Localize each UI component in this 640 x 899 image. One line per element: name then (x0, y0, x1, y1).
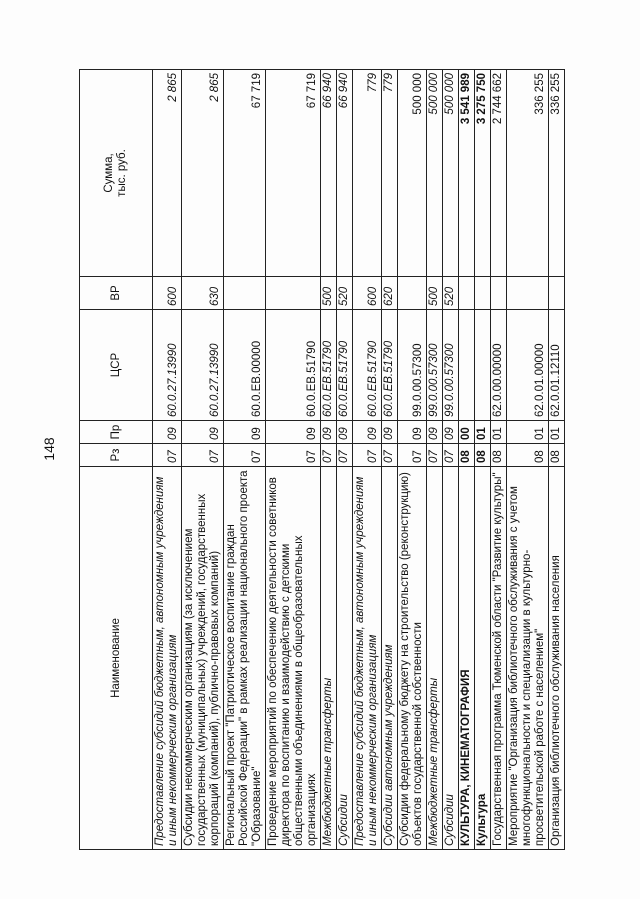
cell-sum: 336 255 (549, 70, 565, 277)
cell-pr: 09 (382, 421, 398, 444)
table-row (382, 70, 398, 850)
cell-name: КУЛЬТУРА, КИНЕМАТОГРАФИЯ (459, 467, 475, 850)
cell-vr (224, 277, 266, 310)
cell-csr: 99.0.00.57300 (443, 310, 459, 421)
cell-rz: 08 (459, 444, 475, 467)
table-row (549, 70, 565, 850)
header-sum (80, 70, 153, 277)
cell-vr (475, 277, 491, 310)
cell-name: Субсидии (443, 467, 459, 850)
table-row (224, 70, 266, 850)
table-row (353, 70, 382, 850)
cell-pr: 01 (549, 421, 565, 444)
cell-rz: 07 (153, 444, 182, 467)
cell-pr: 09 (321, 421, 337, 444)
cell-pr: 09 (353, 421, 382, 444)
cell-rz: 07 (353, 444, 382, 467)
cell-vr (398, 277, 427, 310)
cell-sum: 500 000 (398, 70, 427, 277)
table-row (182, 70, 224, 850)
cell-vr: 620 (382, 277, 398, 310)
header-pr: Пр (80, 421, 153, 444)
cell-vr: 600 (353, 277, 382, 310)
cell-csr: 60.0.ЕВ.00000 (224, 310, 266, 421)
cell-vr: 630 (182, 277, 224, 310)
table-row (337, 70, 353, 850)
cell-csr: 60.0.27.13990 (182, 310, 224, 421)
header-rz: Рз (80, 444, 153, 467)
cell-name: Субсидии некоммерческим организациям (за исключением государственных (муниципальных) учреждений, государственных корпораций (компаний), публично-правовых компаний) (182, 467, 224, 850)
header-name: Наименование (80, 467, 153, 850)
cell-vr (491, 277, 507, 310)
cell-csr (475, 310, 491, 421)
cell-pr: 09 (398, 421, 427, 444)
cell-sum: 67 719 (266, 70, 321, 277)
cell-rz: 07 (224, 444, 266, 467)
cell-name: Субсидии автономным учреждениям (382, 467, 398, 850)
cell-sum: 3 541 989 (459, 70, 475, 277)
cell-csr: 62.0.01.12110 (549, 310, 565, 421)
cell-name: Культура (475, 467, 491, 850)
table-row (427, 70, 443, 850)
cell-sum: 336 255 (507, 70, 549, 277)
page-number: 148 (41, 437, 57, 461)
cell-name: Предоставление субсидий бюджетным, автономным учреждениям и иным некоммерческим организациям (153, 467, 182, 850)
cell-csr: 99.0.00.57300 (427, 310, 443, 421)
cell-csr: 60.0.ЕВ.51790 (353, 310, 382, 421)
cell-pr: 09 (337, 421, 353, 444)
cell-rz: 07 (382, 444, 398, 467)
cell-csr (459, 310, 475, 421)
cell-vr: 600 (153, 277, 182, 310)
budget-table (79, 69, 565, 850)
table-body (153, 70, 565, 850)
cell-sum: 2 744 662 (491, 70, 507, 277)
cell-sum: 66 940 (321, 70, 337, 277)
table-row (491, 70, 507, 850)
table-row (507, 70, 549, 850)
cell-csr: 60.0.ЕВ.51790 (382, 310, 398, 421)
table-row (443, 70, 459, 850)
cell-name: Мероприятие "Организация библиотечного обслуживания с учетом многофункциональности и специализации в культурно-просветительской работе с населением" (507, 467, 549, 850)
cell-rz: 07 (337, 444, 353, 467)
cell-pr: 09 (443, 421, 459, 444)
cell-rz: 07 (398, 444, 427, 467)
cell-name: Государственная программа Тюменской области "Развитие культуры" (491, 467, 507, 850)
cell-vr: 520 (337, 277, 353, 310)
cell-pr: 09 (182, 421, 224, 444)
cell-pr: 09 (153, 421, 182, 444)
table-row (459, 70, 475, 850)
cell-vr: 500 (321, 277, 337, 310)
cell-csr: 60.0.27.13990 (153, 310, 182, 421)
cell-vr: 520 (443, 277, 459, 310)
cell-vr (459, 277, 475, 310)
cell-sum: 67 719 (224, 70, 266, 277)
cell-pr: 09 (427, 421, 443, 444)
cell-csr: 60.0.ЕВ.51790 (321, 310, 337, 421)
cell-rz: 07 (182, 444, 224, 467)
header-sum-line2: тыс. руб. (116, 149, 128, 197)
cell-sum: 500 000 (443, 70, 459, 277)
cell-rz: 07 (443, 444, 459, 467)
cell-pr: 01 (491, 421, 507, 444)
header-vr: ВР (80, 277, 153, 310)
cell-vr (507, 277, 549, 310)
cell-sum: 779 (382, 70, 398, 277)
table-row (266, 70, 321, 850)
cell-name: Субсидии федеральному бюджету на строительство (реконструкцию) объектов государственной собственности (398, 467, 427, 850)
cell-pr: 01 (475, 421, 491, 444)
cell-name: Субсидии (337, 467, 353, 850)
cell-pr: 01 (507, 421, 549, 444)
header-sum-line1: Сумма, (103, 153, 115, 193)
cell-name: Предоставление субсидий бюджетным, автономным учреждениям и иным некоммерческим организациям (353, 467, 382, 850)
table-header-row (80, 70, 153, 850)
cell-name: Межбюджетные трансферты (321, 467, 337, 850)
cell-name: Региональный проект "Патриотическое воспитание граждан Российской Федерации" в рамках реализации национального проекта "Образование" (224, 467, 266, 850)
table-row (321, 70, 337, 850)
cell-sum: 3 275 750 (475, 70, 491, 277)
table-row (153, 70, 182, 850)
cell-rz: 07 (321, 444, 337, 467)
cell-csr: 60.0.ЕВ.51790 (266, 310, 321, 421)
cell-rz: 07 (427, 444, 443, 467)
cell-csr: 62.0.00.00000 (491, 310, 507, 421)
cell-sum: 2 865 (153, 70, 182, 277)
cell-pr: 00 (459, 421, 475, 444)
cell-csr: 62.0.01.00000 (507, 310, 549, 421)
cell-vr (266, 277, 321, 310)
rotated-table-container (79, 70, 562, 850)
cell-vr (549, 277, 565, 310)
cell-csr: 99.0.00.57300 (398, 310, 427, 421)
cell-rz: 07 (266, 444, 321, 467)
cell-rz: 08 (507, 444, 549, 467)
cell-pr: 09 (224, 421, 266, 444)
cell-sum: 66 940 (337, 70, 353, 277)
table-row (398, 70, 427, 850)
cell-name: Межбюджетные трансферты (427, 467, 443, 850)
cell-rz: 08 (475, 444, 491, 467)
cell-rz: 08 (491, 444, 507, 467)
cell-pr: 09 (266, 421, 321, 444)
cell-sum: 779 (353, 70, 382, 277)
cell-sum: 500 000 (427, 70, 443, 277)
cell-name: Проведение мероприятий по обеспечению деятельности советников директора по воспитанию и взаимодействию с детскими общественными объединениями в общеобразовательных организациях (266, 467, 321, 850)
cell-vr: 500 (427, 277, 443, 310)
cell-rz: 08 (549, 444, 565, 467)
cell-csr: 60.0.ЕВ.51790 (337, 310, 353, 421)
cell-name: Организация библиотечного обслуживания населения (549, 467, 565, 850)
table-row (475, 70, 491, 850)
cell-sum: 2 865 (182, 70, 224, 277)
header-csr: ЦСР (80, 310, 153, 421)
